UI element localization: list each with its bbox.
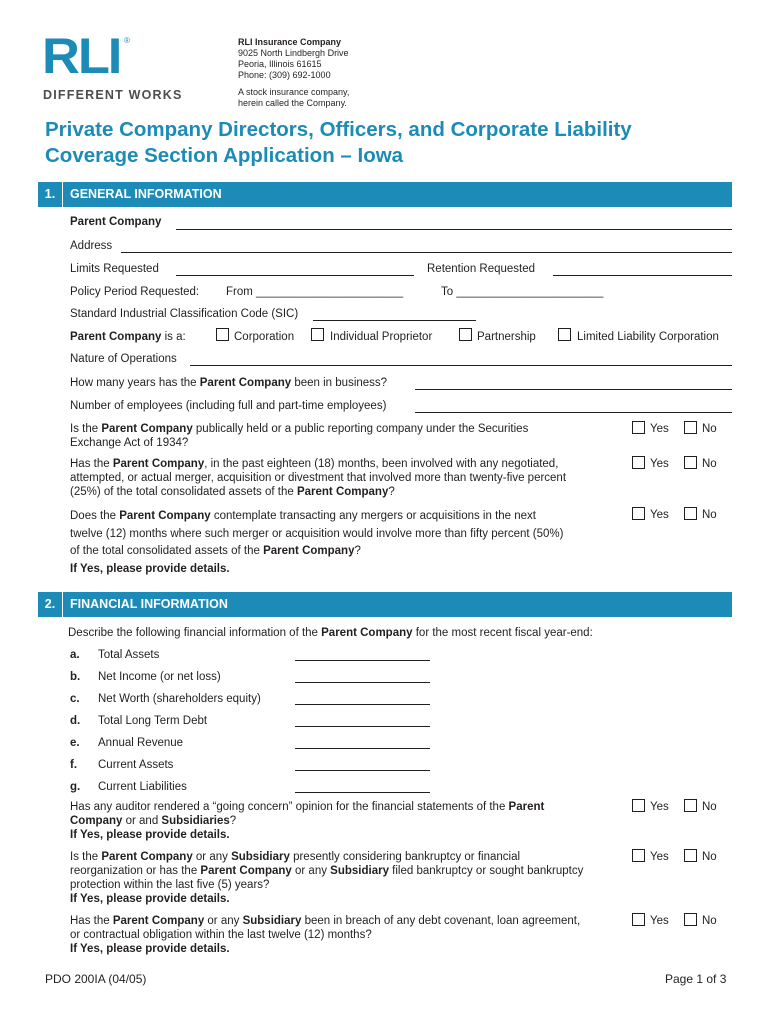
- company-note-1: A stock insurance company,: [238, 87, 350, 97]
- llc-label: Limited Liability Corporation: [577, 331, 719, 343]
- yes-label: Yes: [650, 915, 669, 927]
- financial-item-field[interactable]: [295, 726, 430, 727]
- nature-of-operations-label: Nature of Operations: [70, 353, 177, 365]
- financial-item-field[interactable]: [295, 792, 430, 793]
- corporation-label: Corporation: [234, 331, 295, 343]
- financial-item-letter: d.: [70, 715, 81, 727]
- financial-item-field[interactable]: [295, 660, 430, 661]
- limits-requested-label: Limits Requested: [70, 263, 159, 275]
- covenant-breach-no-checkbox[interactable]: [684, 913, 697, 926]
- question-future-merger: Does the Parent Company contemplate transacting any mergers or acquisitions in the next twelve (12) months where such merger or acquisition would involve more than fifty percent (50%) of the total consolidated assets of the Parent Company? If Yes, please provide details.: [70, 510, 564, 575]
- partnership-label: Partnership: [477, 331, 536, 343]
- individual-proprietor-label: Individual Proprietor: [330, 331, 433, 343]
- years-text-post: been in business?: [291, 377, 388, 389]
- address-field[interactable]: [121, 252, 732, 253]
- financial-intro: Describe the following financial information of the Parent Company for the most recent fiscal year-end:: [68, 627, 593, 639]
- limits-requested-field[interactable]: [176, 275, 414, 276]
- corporation-checkbox[interactable]: [216, 328, 229, 341]
- financial-item-letter: e.: [70, 737, 80, 749]
- public-company-no-checkbox[interactable]: [684, 421, 697, 434]
- individual-proprietor-checkbox[interactable]: [311, 328, 324, 341]
- section-2-header: [38, 592, 732, 617]
- question-public-company: Is the Parent Company publically held or a public reporting company under the Securities Exchange Act of 1934?: [70, 423, 529, 449]
- company-phone: Phone: (309) 692-1000: [238, 70, 331, 80]
- section-1-number: 1.: [38, 182, 63, 207]
- financial-item-field[interactable]: [295, 770, 430, 771]
- financial-item-label: Net Income (or net loss): [98, 671, 221, 683]
- years-in-business-label: [70, 376, 387, 390]
- retention-requested-field[interactable]: [553, 275, 732, 276]
- financial-item-label: Current Liabilities: [98, 781, 187, 793]
- logo-tagline: DIFFERENT WORKS: [43, 88, 183, 102]
- bankruptcy-no-checkbox[interactable]: [684, 849, 697, 862]
- financial-item-letter: c.: [70, 693, 80, 705]
- financial-item-label: Total Assets: [98, 649, 160, 661]
- yes-label: Yes: [650, 851, 669, 863]
- no-label: No: [702, 915, 717, 927]
- yes-label: Yes: [650, 509, 669, 521]
- employees-field[interactable]: [415, 412, 732, 413]
- bankruptcy-yes-checkbox[interactable]: [632, 849, 645, 862]
- financial-item-letter: a.: [70, 649, 80, 661]
- financial-item-field[interactable]: [295, 748, 430, 749]
- policy-period-label: Policy Period Requested:: [70, 286, 200, 298]
- question-covenant-breach: Has the Parent Company or any Subsidiary been in breach of any debt covenant, loan agreement, or contractual obligation within the last twelve (12) months? If Yes, please provide details.: [70, 915, 581, 955]
- financial-item-letter: b.: [70, 671, 81, 683]
- past-merger-yes-checkbox[interactable]: [632, 456, 645, 469]
- financial-item-label: Current Assets: [98, 759, 174, 771]
- section-2-heading: FINANCIAL INFORMATION: [70, 597, 228, 611]
- sic-label: Standard Industrial Classification Code (SIC): [70, 308, 299, 320]
- sic-field[interactable]: [313, 320, 476, 321]
- company-name: RLI Insurance Company: [238, 37, 342, 47]
- years-in-business-field[interactable]: [415, 389, 732, 390]
- no-label: No: [702, 801, 717, 813]
- yes-label: Yes: [650, 801, 669, 813]
- covenant-breach-yes-checkbox[interactable]: [632, 913, 645, 926]
- company-logo: [42, 30, 202, 105]
- policy-to-field[interactable]: To _______________________: [441, 286, 604, 298]
- nature-of-operations-field[interactable]: [190, 365, 732, 366]
- entity-type-label: [70, 330, 186, 344]
- logo-registered: ®: [124, 36, 130, 45]
- entity-type-rest: is a:: [161, 331, 186, 343]
- past-merger-no-checkbox[interactable]: [684, 456, 697, 469]
- section-2-number: 2.: [38, 592, 63, 617]
- years-text-bold: Parent Company: [199, 377, 292, 389]
- logo-mark: RLI: [42, 28, 121, 84]
- company-note-2: herein called the Company.: [238, 98, 347, 108]
- policy-from-field[interactable]: From _______________________: [226, 286, 404, 298]
- question-past-merger: Has the Parent Company, in the past eighteen (18) months, been involved with any negotiated, attempted, or actual merger, acquisition or divestment that involved more than twenty-five percent (25%) of the total consolidated assets of the Parent Company?: [70, 458, 567, 498]
- no-label: No: [702, 509, 717, 521]
- page-number: Page 1 of 3: [665, 972, 727, 986]
- company-info: [238, 37, 349, 109]
- address-label: Address: [70, 240, 113, 252]
- parent-company-label: Parent Company: [70, 216, 162, 228]
- going-concern-no-checkbox[interactable]: [684, 799, 697, 812]
- form-id: PDO 200IA (04/05): [45, 972, 147, 986]
- llc-checkbox[interactable]: [558, 328, 571, 341]
- going-concern-yes-checkbox[interactable]: [632, 799, 645, 812]
- retention-requested-label: Retention Requested: [427, 263, 536, 275]
- financial-item-field[interactable]: [295, 682, 430, 683]
- company-city: Peoria, Illinois 61615: [238, 59, 322, 69]
- company-street: 9025 North Lindbergh Drive: [238, 48, 349, 58]
- financial-item-letter: g.: [70, 781, 81, 793]
- yes-label: Yes: [650, 423, 669, 435]
- no-label: No: [702, 851, 717, 863]
- entity-type-bold: Parent Company: [70, 331, 162, 343]
- parent-company-field[interactable]: [176, 229, 732, 230]
- partnership-checkbox[interactable]: [459, 328, 472, 341]
- section-1-header: [38, 182, 732, 207]
- question-going-concern: Has any auditor rendered a “going concern” opinion for the financial statements of the Parent Company or and Subsidiaries? If Yes, please provide details.: [70, 801, 545, 841]
- financial-item-field[interactable]: [295, 704, 430, 705]
- employees-label: Number of employees (including full and part-time employees): [70, 400, 387, 412]
- financial-item-label: Net Worth (shareholders equity): [98, 693, 261, 705]
- page-title-line-1: Private Company Directors, Officers, and Corporate Liability: [45, 118, 632, 141]
- yes-label: Yes: [650, 458, 669, 470]
- financial-item-label: Total Long Term Debt: [98, 715, 208, 727]
- years-text-pre: How many years has the: [70, 377, 200, 389]
- financial-item-letter: f.: [70, 759, 78, 771]
- section-1-heading: GENERAL INFORMATION: [70, 187, 222, 201]
- no-label: No: [702, 423, 717, 435]
- financial-item-label: Annual Revenue: [98, 737, 184, 749]
- future-merger-no-checkbox[interactable]: [684, 507, 697, 520]
- public-company-yes-checkbox[interactable]: [632, 421, 645, 434]
- no-label: No: [702, 458, 717, 470]
- page-title-line-2: Coverage Section Application – Iowa: [45, 144, 404, 167]
- question-bankruptcy: Is the Parent Company or any Subsidiary presently considering bankruptcy or financial reorganization or has the Parent Company or any Subsidiary filed bankruptcy or sought bankruptcy protection within the last five (5) years? If Yes, please provide details.: [70, 851, 584, 905]
- future-merger-yes-checkbox[interactable]: [632, 507, 645, 520]
